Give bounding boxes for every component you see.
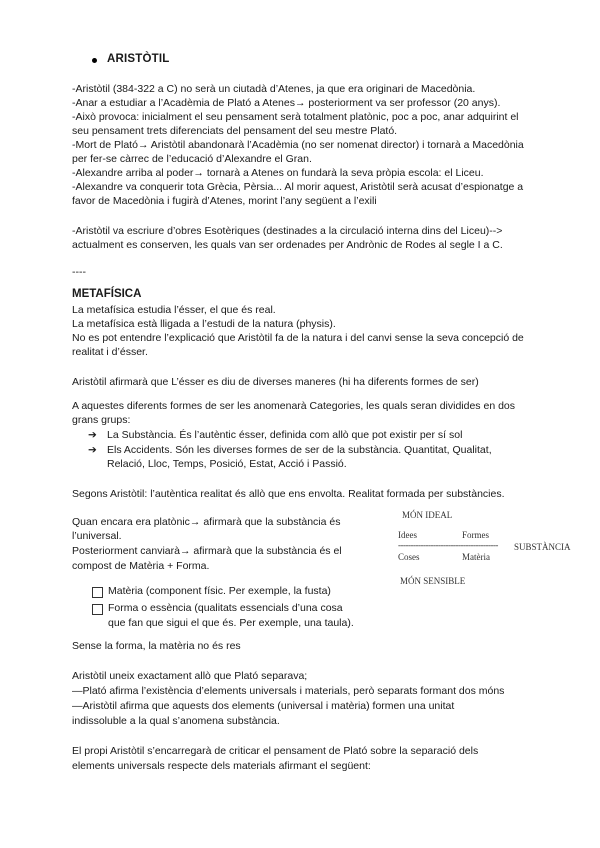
works-line: -Aristòtil va escriure d’obres Esotèriques (destinades a la circulació interna dins del Liceu)--> <box>72 225 503 237</box>
categories-line: A aquestes diferents formes de ser les anomenarà Categories, les quals seran dividides en dos <box>72 400 515 412</box>
works-line: actualment es conserven, les quals van ser ordenades per Andrònic de Rodes al segle I a C. <box>72 239 503 251</box>
arrow-item-text: Els Accidents. Són les diverses formes de ser de la substància. Quantitat, Qualitat, <box>107 444 492 456</box>
categories-line: grans grups: <box>72 414 131 426</box>
diagram-dashes: ---------------------------------------- <box>398 540 498 550</box>
intro-line: per fer-se càrrec de l’educació d’Alexandre el Gran. <box>72 153 312 165</box>
title-bullet <box>92 58 97 63</box>
sense-paragraph: Sense la forma, la matèria no és res <box>72 640 241 652</box>
checkbox-icon[interactable] <box>92 587 103 598</box>
intro-line: -Alexandre arriba al poder→ tornarà a Atenes on fundarà la seva pròpia escola: el Liceu. <box>72 167 484 179</box>
diagram-formes: Formes <box>462 530 489 540</box>
diagram-coses: Coses <box>398 552 420 562</box>
platonic-line: compost de Matèria + Forma. <box>72 560 210 572</box>
intro-line: -Anar a estudiar a l’Acadèmia de Plató a Atenes→ posteriorment va ser professor (20 anys). <box>72 97 501 109</box>
metafisica-line: No es pot entendre l’explicació que Aristòtil fa de la natura i del canvi sense la seva concepció de <box>72 332 524 344</box>
metafisica-line: La metafísica està lligada a l’estudi de la natura (physis). <box>72 318 336 330</box>
platonic-line: l’universal. <box>72 530 122 542</box>
uneix-line: indissoluble a la qual s’anomena substància. <box>72 715 280 727</box>
afirma-paragraph: Aristòtil afirmarà que L’ésser es diu de diverses maneres (hi ha diferents formes de ser) <box>72 376 479 388</box>
metafisica-line: La metafísica estudia l’ésser, el que és real. <box>72 304 276 316</box>
uneix-line: —Plató afirma l’existència d’elements universals i materials, però separats formant dos móns <box>72 685 505 697</box>
platonic-line: Posteriorment canviarà→ afirmarà que la substància és el <box>72 545 342 557</box>
uneix-line: Aristòtil uneix exactament allò que Plató separava; <box>72 670 308 682</box>
metafisica-line: realitat i d’ésser. <box>72 346 148 358</box>
diagram-idees: Idees <box>398 530 417 540</box>
checkbox-label: Forma o essència (qualitats essencials d’una cosa <box>108 602 343 614</box>
arrow-icon: ➔ <box>88 444 97 456</box>
section-heading-metafisica: METAFÍSICA <box>72 288 142 300</box>
intro-line: -Aristòtil (384-322 a C) no serà un ciutadà d’Atenes, ja que era originari de Macedònia. <box>72 83 476 95</box>
diagram-substancia: SUBSTÀNCIA <box>514 542 571 552</box>
checkbox-label: que fan que sigui el que és. Per exemple, una taula). <box>108 617 354 629</box>
intro-line: -Alexandre va conquerir tota Grècia, Pèrsia... Al morir aquest, Aristòtil serà acusat d’espionatge a <box>72 181 524 193</box>
diagram-mon-sensible: MÓN SENSIBLE <box>400 576 466 586</box>
checkbox-label: Matèria (component físic. Per exemple, la fusta) <box>108 585 331 597</box>
intro-line: favor de Macedònia i fugirà d’Atenes, morint l’any següent a l’exili <box>72 195 377 207</box>
arrow-item-text: La Substància. És l’autèntic ésser, definida com allò que pot existir per sí sol <box>107 429 463 441</box>
checkbox-icon[interactable] <box>92 604 103 615</box>
arrow-icon: ➔ <box>88 429 97 441</box>
separator: ---- <box>72 266 86 278</box>
mon-diagram <box>398 510 584 600</box>
segons-paragraph: Segons Aristòtil: l’autèntica realitat és allò que ens envolta. Realitat formada per substàncies. <box>72 488 505 500</box>
platonic-line: Quan encara era platònic→ afirmarà que la substància és <box>72 516 341 528</box>
diagram-mon-ideal: MÓN IDEAL <box>402 510 453 520</box>
arrow-item-text: Relació, Lloc, Temps, Posició, Estat, Acció i Passió. <box>107 458 347 470</box>
intro-line: -Mort de Plató→ Aristòtil abandonarà l’Acadèmia (no ser nomenat director) i tornarà a Macedònia <box>72 139 524 151</box>
critica-line: elements universals respecte dels materials afirmant el següent: <box>72 760 371 772</box>
diagram-materia: Matèria <box>462 552 490 562</box>
intro-line: seu pensament trets diferenciats del pensament del seu mestre Plató. <box>72 125 398 137</box>
intro-line: -Això provoca: inicialment el seu pensament serà totalment platònic, poc a poc, anar adquirint el <box>72 111 519 123</box>
page-title: ARISTÒTIL <box>107 53 170 65</box>
uneix-line: —Aristòtil afirma que aquests dos elements (universal i matèria) formen una unitat <box>72 700 455 712</box>
critica-line: El propi Aristòtil s’encarregarà de criticar el pensament de Plató sobre la separació dels <box>72 745 479 757</box>
